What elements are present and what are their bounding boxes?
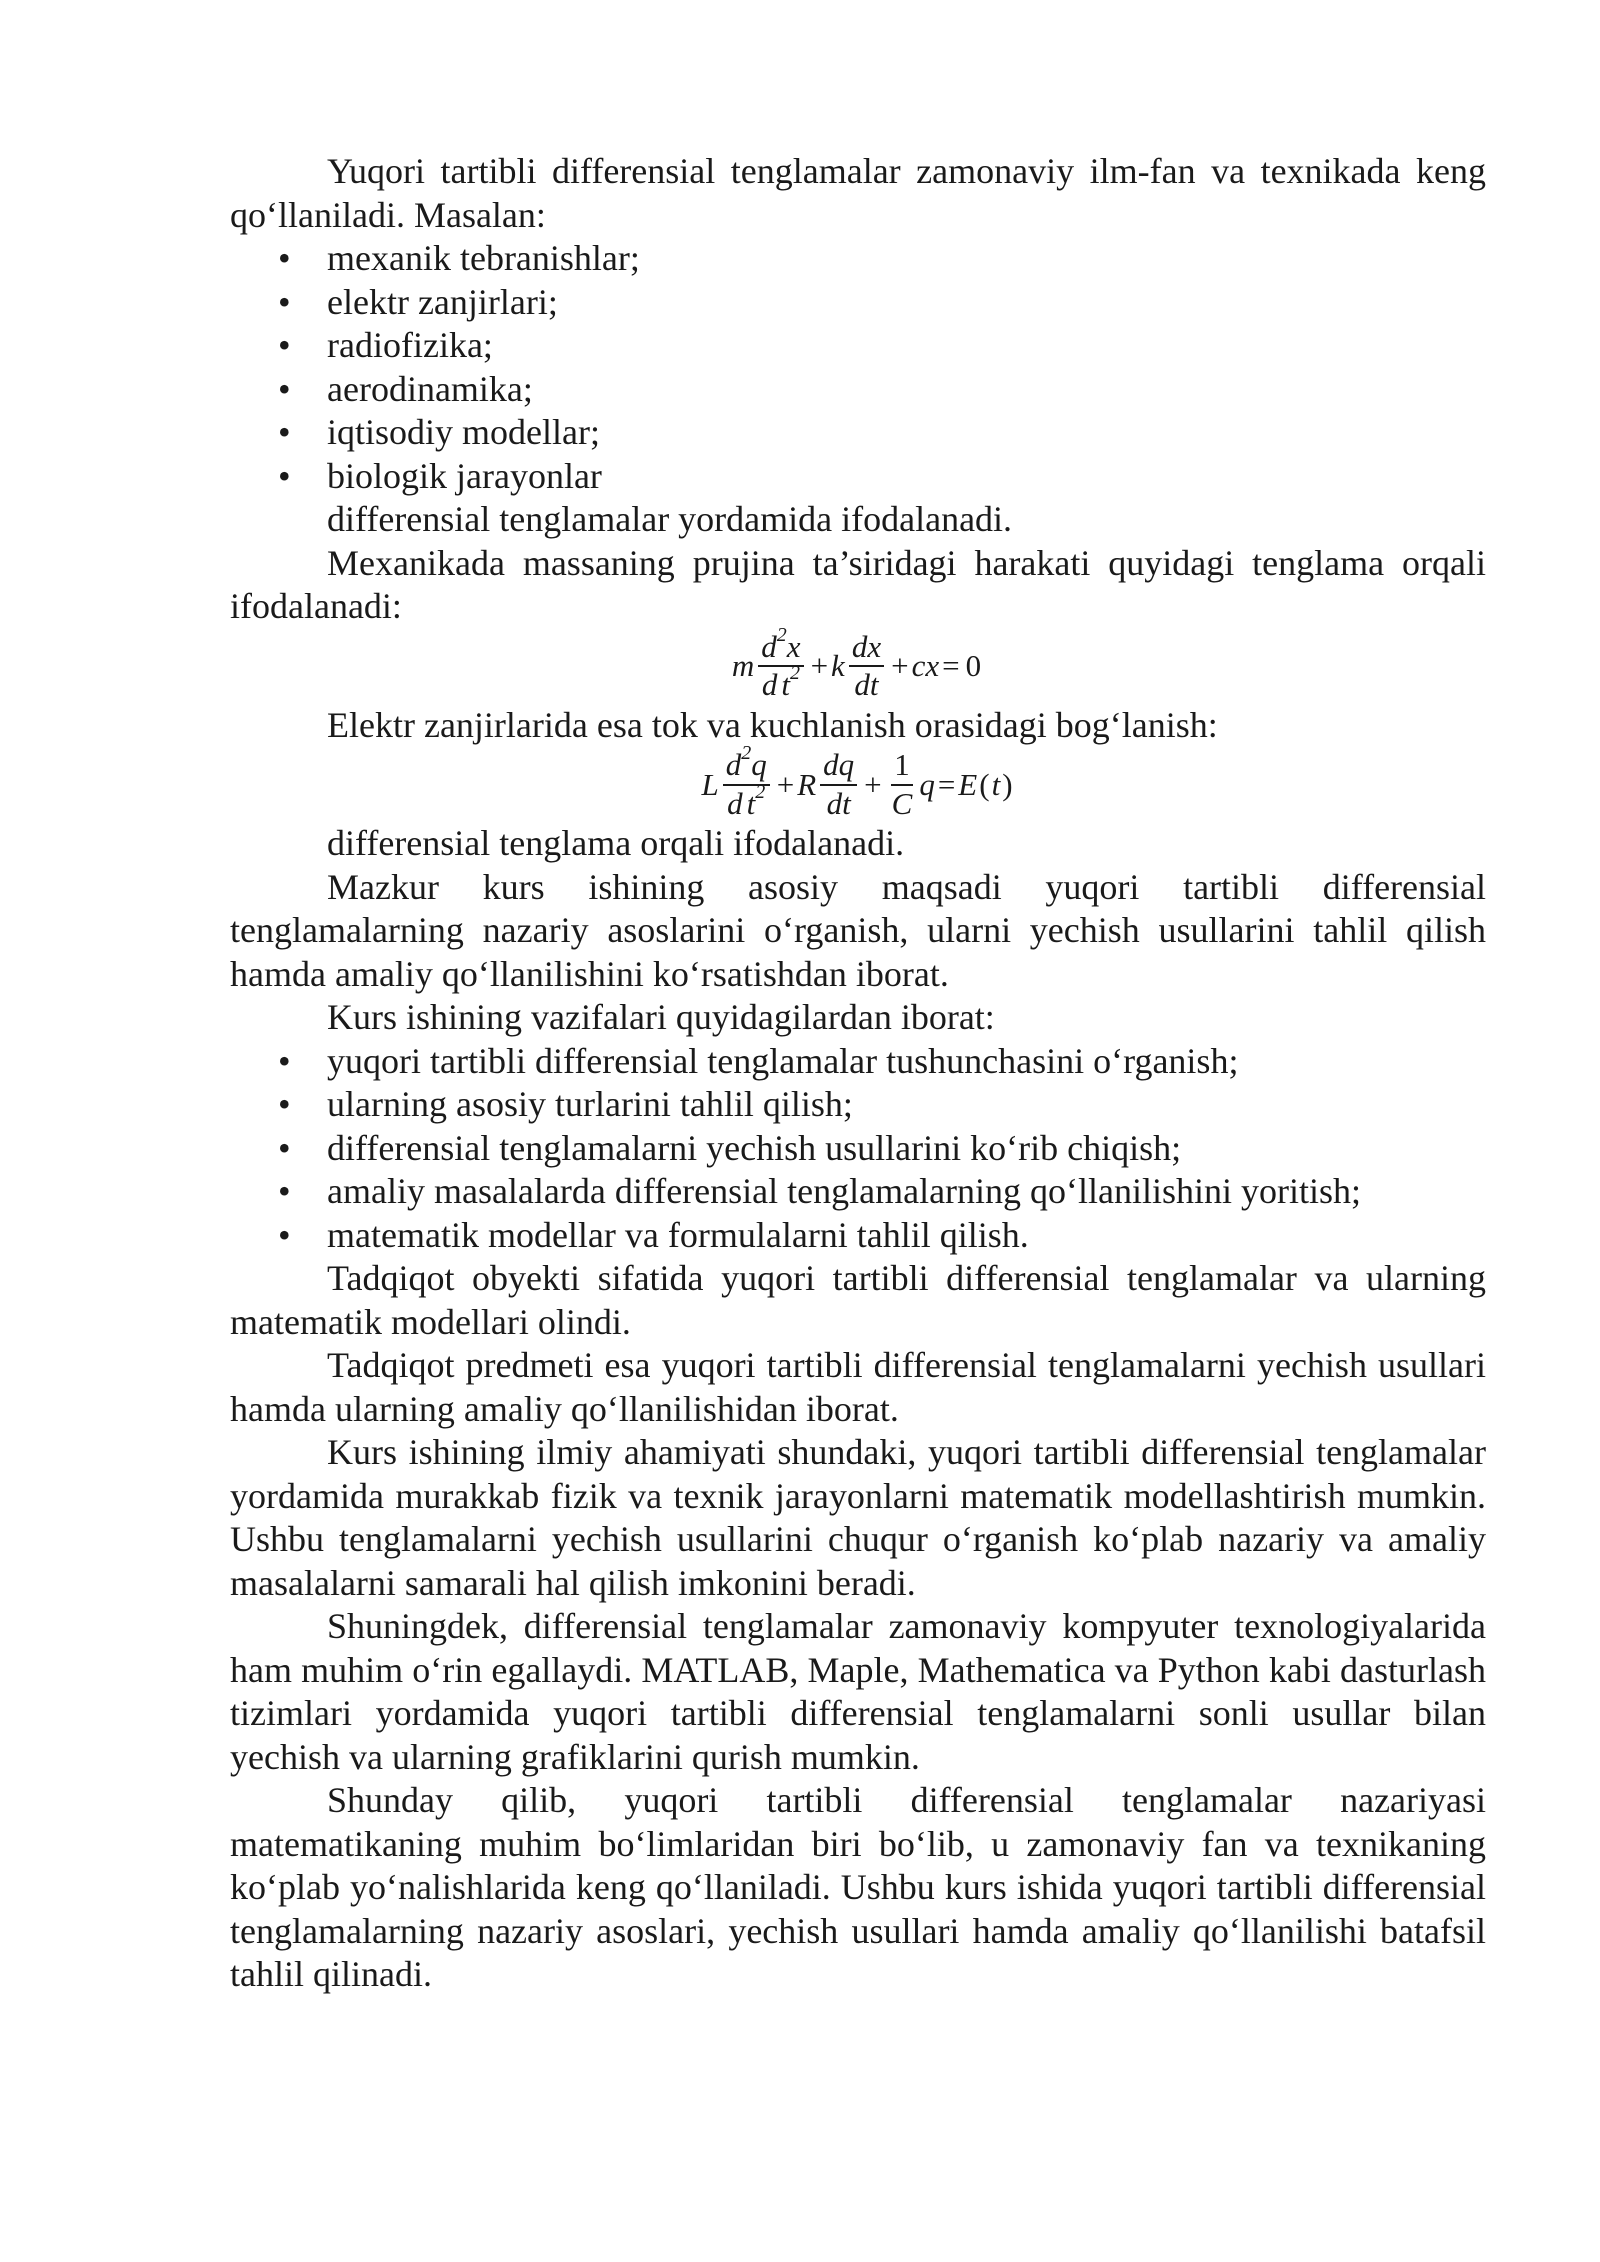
formula-cx: cx [911, 648, 940, 684]
formula-E: E [958, 766, 978, 802]
goal-paragraph: Mazkur kurs ishining asosiy maqsadi yuqori tartibli differensial tenglamalarning nazariy asoslarini o‘rganish, ularni yechish usullarini tahlil qilish hamda amaliy qo‘llanilishini ko‘rsatishdan iborat. [230, 866, 1486, 994]
formula-k: k [831, 648, 845, 684]
formula-d: d [725, 747, 742, 783]
formula-exponent: 2 [741, 742, 752, 765]
electric-equation [230, 742, 1486, 821]
formula-equals: = [937, 766, 956, 802]
list-item: • radiofizika; [230, 324, 1486, 368]
formula-dx: dx [849, 631, 884, 668]
formula-d: d [761, 628, 777, 664]
second-derivative-fraction [723, 742, 770, 821]
list-item: • differensial tenglamalarni yechish usullarini ko‘rib chiqish; [230, 1127, 1486, 1171]
formula-plus: + [776, 766, 795, 802]
applications-list [230, 237, 1486, 498]
list-item: • ularning asosiy turlarini tahlil qilish; [230, 1083, 1486, 1127]
electric-continuation: differensial tenglama orqali ifodalanadi. [327, 823, 905, 864]
list-item: • biologik jarayonlar [230, 455, 1486, 499]
tasks-intro: Kurs ishining vazifalari quyidagilardan iborat: [327, 997, 995, 1038]
object-paragraph: Tadqiqot obyekti sifatida yuqori tartibli differensial tenglamalar va ularning matematik modellari olindi. [230, 1258, 1486, 1342]
formula-zero: 0 [965, 648, 982, 684]
formula-t: t [746, 785, 756, 821]
formula-dq: dq [820, 749, 857, 786]
formula-L: L [701, 766, 719, 802]
intro-continuation: differensial tenglamalar yordamida ifodalanadi. [327, 499, 1013, 539]
formula-lparen: ( [979, 766, 990, 802]
list-item: • iqtisodiy modellar; [230, 411, 1486, 455]
computing-paragraph: Shuningdek, differensial tenglamalar zamonaviy kompyuter texnologiyalarida ham muhim o‘rin egallaydi. MATLAB, Maple, Mathematica va Python kabi dasturlash tizimlari yordamida yuqori tartibli differensial tenglamalarni sonli usullar bilan yechish va ularning grafiklarini qurish mumkin. [230, 1606, 1486, 1777]
second-derivative-fraction [758, 623, 803, 703]
list-item: • elektr zanjirlari; [230, 281, 1486, 325]
list-item: • aerodinamika; [230, 368, 1486, 412]
mechanics-equation [230, 623, 1486, 703]
formula-dt: dt [854, 667, 879, 703]
formula-plus: + [810, 648, 829, 684]
list-item: • mexanik tebranishlar; [230, 237, 1486, 281]
list-item: • matematik modellar va formulalarni tahlil qilish. [230, 1214, 1486, 1258]
formula-rparen: ) [1002, 766, 1013, 802]
formula-plus: + [891, 648, 909, 684]
formula-t: t [991, 766, 1001, 802]
formula-C: C [891, 785, 913, 821]
formula-q: q [919, 766, 935, 802]
formula-d: d [727, 785, 743, 821]
formula-dt: dt [826, 785, 851, 821]
list-item: • yuqori tartibli differensial tenglamalar tushunchasini o‘rganish; [230, 1040, 1486, 1084]
tasks-list [230, 1040, 1486, 1258]
intro-paragraph: Yuqori tartibli differensial tenglamalar zamonaviy ilm-fan va texnikada keng qo‘llaniladi. Masalan: [230, 151, 1486, 235]
formula-exponent: 2 [789, 662, 800, 685]
reciprocal-fraction [889, 749, 916, 820]
mechanics-paragraph: Mexanikada massaning prujina ta’siridagi harakati quyidagi tenglama orqali ifodalanadi: [230, 542, 1486, 626]
formula-R: R [797, 766, 817, 802]
subject-paragraph: Tadqiqot predmeti esa yuqori tartibli differensial tenglamalarni yechish usullari hamda ularning amaliy qo‘llanilishidan iborat. [230, 1345, 1486, 1429]
list-item: • amaliy masalalarda differensial tenglamalarning qo‘llanilishini yoritish; [230, 1170, 1486, 1214]
formula-d: d [761, 667, 778, 703]
formula-mass: m [731, 648, 755, 684]
formula-equals: = [942, 648, 960, 684]
electric-paragraph: Elektr zanjirlarida esa tok va kuchlanish orasidagi bog‘lanish: [327, 704, 1218, 745]
formula-q: q [751, 747, 767, 783]
conclusion-paragraph: Shunday qilib, yuqori tartibli differensial tenglamalar nazariyasi matematikaning muhim bo‘limlaridan biri bo‘lib, u zamonaviy fan va texnikaning ko‘plab yo‘nalishlarida keng qo‘llaniladi. Ushbu kurs ishida yuqori tartibli differensial tenglamalarning nazariy asoslari, yechish usullari hamda amaliy qo‘llanilishi batafsil tahlil qilinadi. [230, 1780, 1486, 1995]
formula-t: t [781, 667, 790, 703]
formula-x: x [786, 628, 801, 664]
document-body [230, 150, 1486, 1997]
first-derivative-fraction [820, 749, 857, 820]
formula-plus: + [864, 766, 882, 802]
significance-paragraph: Kurs ishining ilmiy ahamiyati shundaki, yuqori tartibli differensial tenglamalar yordamida murakkab fizik va texnik jarayonlarni matematik modellashtirish mumkin. Ushbu tenglamalarni yechish usullarini chuqur o‘rganish ko‘plab nazariy va amaliy masalalarni samarali hal qilish imkonini beradi. [230, 1432, 1486, 1603]
formula-exponent: 2 [776, 623, 787, 646]
first-derivative-fraction [849, 628, 884, 703]
formula-exponent: 2 [755, 780, 766, 803]
formula-one: 1 [891, 749, 913, 786]
